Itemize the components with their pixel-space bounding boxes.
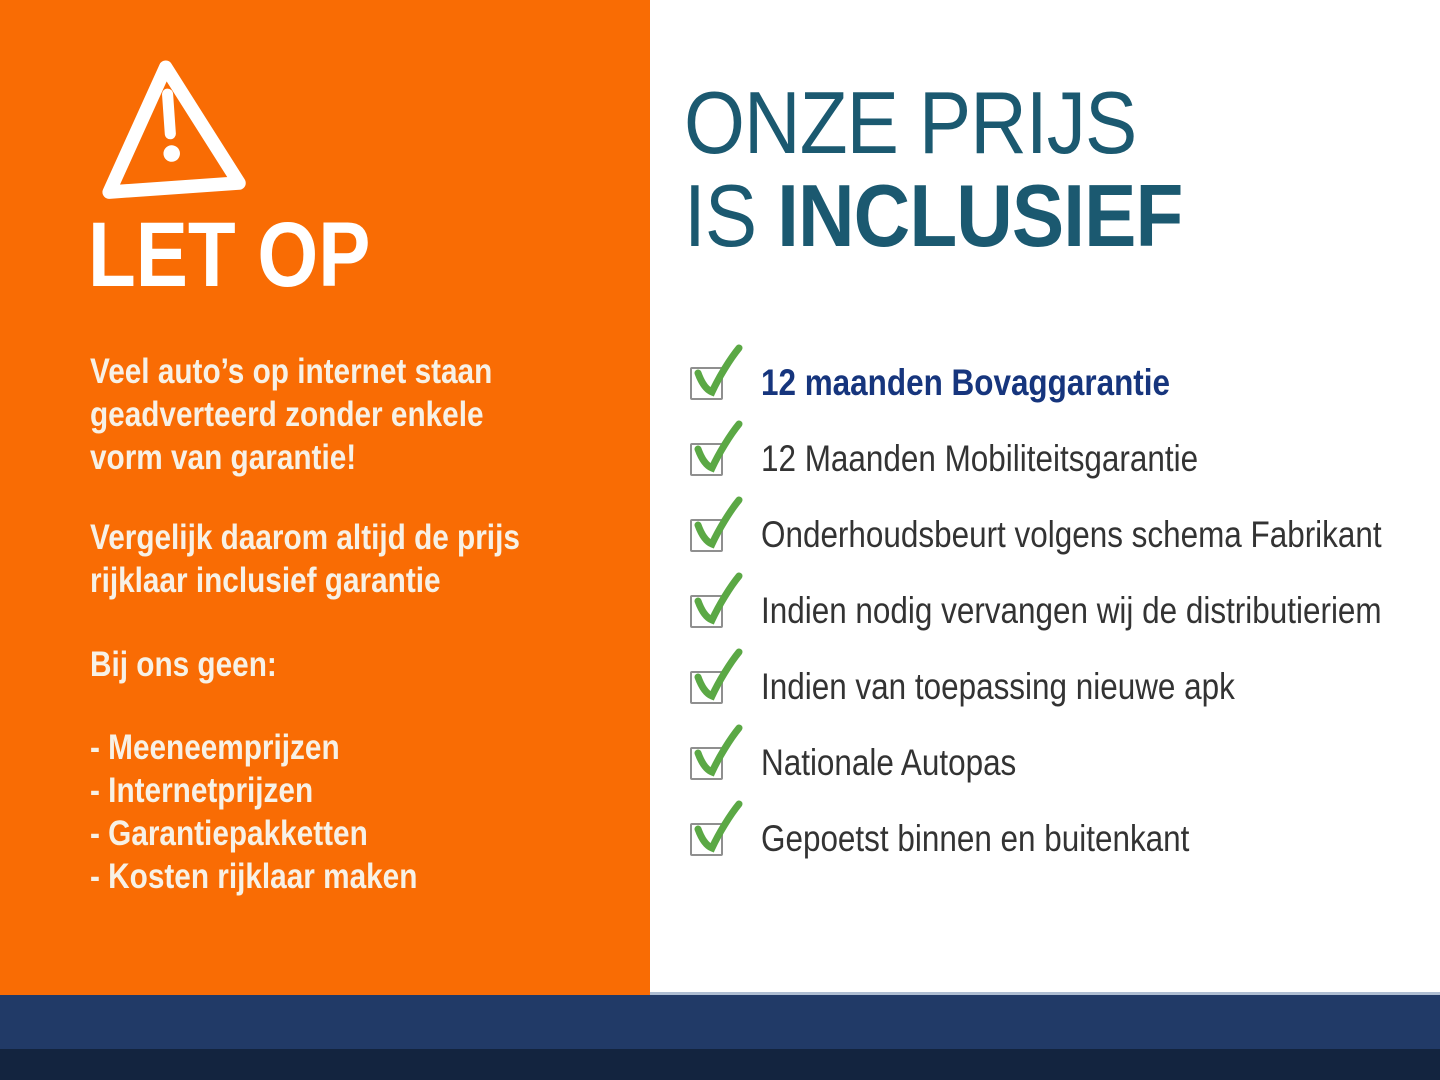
text-line: Veel auto’s op internet staan (90, 352, 493, 391)
checkbox (690, 823, 723, 856)
list-item-label: 12 Maanden Mobiliteitsgarantie (761, 438, 1199, 479)
page-title (684, 73, 1183, 265)
list-item-label: Gepoetst binnen en buitenkant (761, 818, 1190, 859)
green-check-icon (692, 571, 744, 629)
text-line: rijklaar inclusief garantie (90, 561, 441, 600)
checkbox (690, 519, 723, 552)
text-line: Vergelijk daarom altijd de prijs (90, 518, 520, 557)
warning-bullet-list (90, 726, 634, 898)
bullet-item: - Meeneemprijzen (90, 728, 340, 767)
list-item (650, 649, 1440, 725)
list-item (650, 497, 1440, 573)
checkbox (690, 367, 723, 400)
bullet-item: - Kosten rijklaar maken (90, 857, 418, 896)
warning-panel (0, 0, 650, 995)
warning-paragraph-3: Bij ons geen: (90, 645, 277, 684)
warning-text-block (90, 350, 634, 898)
title-line-1: ONZE PRIJS (684, 73, 1137, 172)
bar-highlight-line (650, 992, 1440, 995)
list-item-label: Indien van toepassing nieuwe apk (761, 666, 1235, 707)
checkbox (690, 671, 723, 704)
bullet-item: - Garantiepakketten (90, 814, 368, 853)
green-check-icon (692, 343, 744, 401)
green-check-icon (692, 419, 744, 477)
list-item-label: Indien nodig vervangen wij de distributieriem (761, 590, 1382, 631)
warning-paragraph-2 (90, 516, 634, 602)
bottom-navy-bar (0, 995, 1440, 1080)
checkbox (690, 443, 723, 476)
text-line: geadverteerd zonder enkele (90, 395, 484, 434)
list-item (650, 801, 1440, 877)
list-item-label: Nationale Autopas (761, 742, 1017, 783)
green-check-icon (692, 647, 744, 705)
list-item (650, 421, 1440, 497)
list-item (650, 725, 1440, 801)
included-checklist (650, 345, 1440, 877)
warning-paragraph-1 (90, 350, 634, 479)
price-panel (650, 0, 1440, 995)
title-line-2-bold: INCLUSIEF (777, 166, 1183, 265)
list-item-label: Onderhoudsbeurt volgens schema Fabrikant (761, 514, 1382, 555)
green-check-icon (692, 495, 744, 553)
green-check-icon (692, 799, 744, 857)
bullet-item: - Internetprijzen (90, 771, 314, 810)
list-item (650, 345, 1440, 421)
title-line-2 (684, 166, 1183, 265)
title-line-2-regular: IS (684, 166, 757, 265)
green-check-icon (692, 723, 744, 781)
warning-triangle-icon (85, 51, 255, 208)
list-item-label: 12 maanden Bovaggarantie (761, 362, 1170, 403)
checkbox (690, 595, 723, 628)
text-line: vorm van garantie! (90, 438, 357, 477)
bar-dark-band (0, 1049, 1440, 1080)
list-item (650, 573, 1440, 649)
checkbox (690, 747, 723, 780)
warning-title: LET OP (88, 204, 371, 306)
